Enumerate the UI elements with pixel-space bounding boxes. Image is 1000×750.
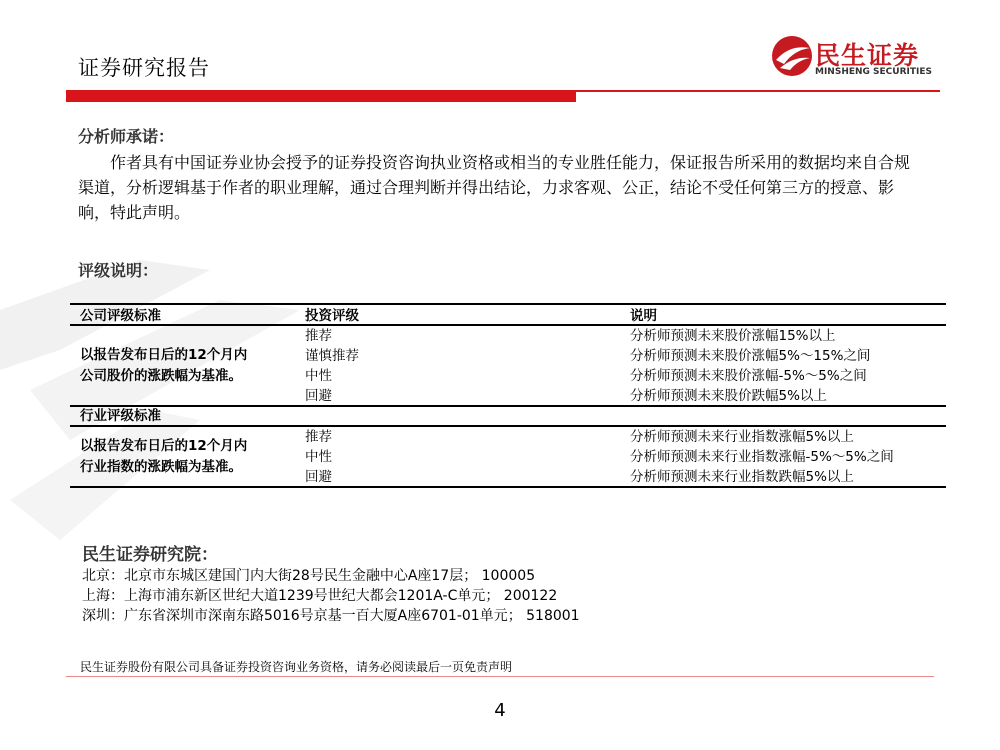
footer-disclaimer-note: 民生证券股份有限公司具备证券投资咨询业务资格，请务必阅读最后一页免责声明 [80,660,513,674]
table-bottom-rule [70,486,946,488]
header-red-bar [66,90,576,102]
institute-heading: 民生证券研究院： [82,545,218,565]
industry-rating-desc: 分析师预测未来行业指数涨幅-5%～5%之间 [630,449,894,465]
industry-rating: 回避 [305,469,332,485]
company-criteria-line-2: 公司股价的涨跌幅为基准。 [80,368,242,384]
company-criteria-line-1: 以报告发布日后的12个月内 [80,347,248,363]
company-rating: 回避 [305,388,332,404]
col-investment-rating: 投资评级 [305,308,359,324]
rating-heading: 评级说明： [78,261,159,280]
industry-criteria-header: 行业评级标准 [80,408,161,424]
logo-english-name: MINSHENG SECURITIES [815,67,932,77]
header-red-line [576,90,940,92]
company-block-rule [70,405,946,407]
industry-rating-desc: 分析师预测未来行业指数涨幅5%以上 [630,429,854,445]
company-rating: 推荐 [305,328,332,344]
commitment-text: 作者具有中国证券业协会授予的证券投资咨询执业资格或相当的专业胜任能力，保证报告所采用的数据均来自合规渠道，分析逻辑基于作者的职业理解，通过合理判断并得出结论，力求客观、公正，结论不受任何第三方的授意、影响，特此声明。 [78,153,911,222]
company-rating-desc: 分析师预测未来股价涨幅-5%～5%之间 [630,368,867,384]
company-rating-desc: 分析师预测未来股价涨幅15%以上 [630,328,836,344]
commitment-heading: 分析师承诺： [78,127,175,146]
footer-rule [66,676,934,677]
company-rating: 中性 [305,368,332,384]
company-rating-desc: 分析师预测未来股价涨幅5%～15%之间 [630,348,871,364]
address-shanghai: 上海：上海市浦东新区世纪大道1239号世纪大都会1201A-C单元； 200122 [82,588,558,604]
industry-criteria-line-2: 行业指数的涨跌幅为基准。 [80,459,242,475]
address-shenzhen: 深圳：广东省深圳市深南东路5016号京基一百大厦A座6701-01单元； 518001 [82,608,580,624]
address-beijing: 北京：北京市东城区建国门内大街28号民生金融中心A座17层； 100005 [82,568,536,584]
industry-criteria-line-1: 以报告发布日后的12个月内 [80,438,248,454]
industry-rating: 中性 [305,449,332,465]
industry-rating: 推荐 [305,429,332,445]
company-rating: 谨慎推荐 [305,348,359,364]
logo-emblem-icon [770,34,814,78]
table-top-rule [70,303,946,305]
industry-rating-desc: 分析师预测未来行业指数跌幅5%以上 [630,469,854,485]
col-company-criteria: 公司评级标准 [80,308,161,324]
page-number: 4 [494,700,506,721]
report-type-title: 证券研究报告 [78,56,210,80]
logo-chinese-name: 民生证券 [815,41,920,70]
company-logo [770,34,945,82]
company-rating-desc: 分析师预测未来股价跌幅5%以上 [630,388,827,404]
col-description: 说明 [630,308,657,324]
